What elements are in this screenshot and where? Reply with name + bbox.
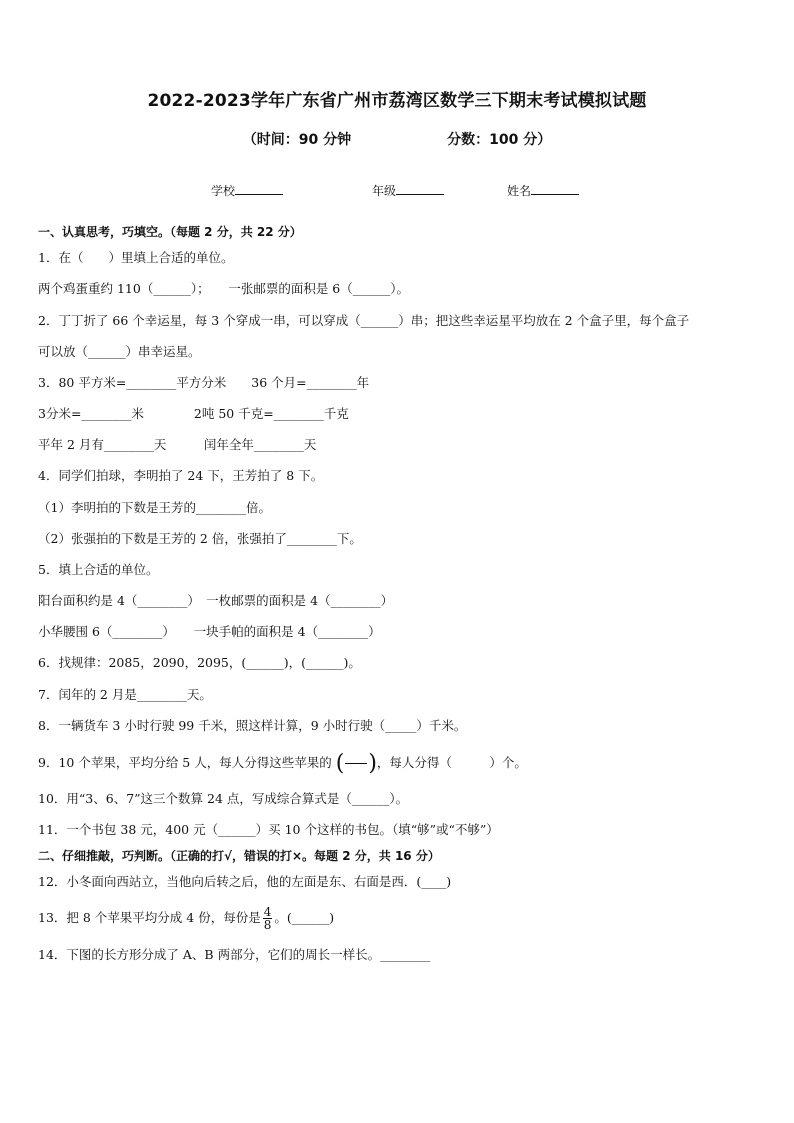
q14-text: 14．下图的长方形分成了 A、B 两部分，它们的周长一样长。________ bbox=[38, 947, 431, 962]
q11-text: 11．一个书包 38 元，400 元（______）买 10 个这样的书包。（填“够”或“不够”） bbox=[38, 822, 499, 837]
q5-row-1: 阳台面积约是 4（________） 一枚邮票的面积是 4（________） bbox=[38, 593, 394, 608]
grade-label: 年级 bbox=[372, 184, 397, 198]
name-label: 姓名 bbox=[507, 184, 532, 198]
q3-row-1: 3．80 平方米=________平方分米 36 个月=________年 bbox=[38, 375, 370, 390]
q10-text: 10．用“3、6、7”这三个数算 24 点，写成综合算式是（______）。 bbox=[38, 791, 409, 806]
q7-text: 7．闰年的 2 月是________天。 bbox=[38, 687, 212, 702]
q3-row-3: 平年 2 月有________天 闰年全年________天 bbox=[38, 437, 317, 452]
q5-row-2: 小华腰围 6（________） 一块手帕的面积是 4（________） bbox=[38, 624, 381, 639]
exam-title: 2022-2023学年广东省广州市荔湾区数学三下期末考试模拟试题 bbox=[147, 91, 647, 111]
school-field bbox=[211, 182, 283, 199]
q5-text: 5．填上合适的单位。 bbox=[38, 562, 159, 577]
q13-after: 。(______) bbox=[274, 910, 335, 925]
q1-text: 1．在（ ）里填上合适的单位。 bbox=[38, 250, 234, 265]
school-blank[interactable] bbox=[235, 183, 283, 195]
name-field bbox=[507, 182, 579, 199]
q13-fraction bbox=[263, 906, 273, 931]
section-2-heading: 二、仔细推敲，巧判断。（正确的打√，错误的打×。每题 2 分，共 16 分） bbox=[38, 849, 440, 863]
q13-before: 13．把 8 个苹果平均分成 4 份，每份是 bbox=[38, 910, 261, 925]
q9-before: 9．10 个苹果，平均分给 5 人，每人分得这些苹果的 bbox=[38, 755, 332, 770]
q6-text: 6．找规律：2085，2090，2095，(______)，(______)。 bbox=[38, 655, 361, 670]
exam-score: 分数：100 分） bbox=[447, 132, 552, 148]
q2-continued: 可以放（______）串幸运星。 bbox=[38, 344, 201, 359]
q13-text bbox=[38, 900, 774, 936]
q3-row-2: 3分米=________米 2吨 50 千克=________千克 bbox=[38, 406, 349, 421]
q9-after: ，每人分得（ ）个。 bbox=[376, 755, 527, 770]
q9-text bbox=[38, 750, 774, 776]
section-1-heading: 一、认真思考，巧填空。（每题 2 分，共 22 分） bbox=[38, 225, 302, 239]
q4-part-1: （1）李明拍的下数是王芳的________倍。 bbox=[38, 500, 271, 515]
school-label: 学校 bbox=[211, 184, 236, 198]
q4-part-2: （2）张强拍的下数是王芳的 2 倍，张强拍了________下。 bbox=[38, 531, 362, 546]
q8-text: 8．一辆货车 3 小时行驶 99 千米，照这样计算，9 小时行驶（_____）千米。 bbox=[38, 718, 467, 733]
grade-field bbox=[372, 182, 444, 199]
q4-text: 4．同学们拍球，李明拍了 24 下，王芳拍了 8 下。 bbox=[38, 468, 324, 483]
q13-denominator: 8 bbox=[263, 918, 272, 932]
name-blank[interactable] bbox=[531, 183, 579, 195]
exam-subtitle bbox=[0, 129, 794, 149]
exam-time: （时间：90 分钟 bbox=[242, 132, 352, 148]
q9-fraction-blank[interactable]: ( ) bbox=[335, 750, 377, 776]
q2-text: 2．丁丁折了 66 个幸运星，每 3 个穿成一串，可以穿成（______）串；把这些幸运星平均放在 2 个盒子里，每个盒子 bbox=[38, 313, 690, 328]
grade-blank[interactable] bbox=[396, 183, 444, 195]
q12-text: 12．小冬面向西站立，当他向后转之后，他的左面是东、右面是西．(____) bbox=[38, 874, 452, 889]
q13-numerator: 4 bbox=[263, 905, 272, 919]
q1-items: 两个鸡蛋重约 110（______）； 一张邮票的面积是 6（______）。 bbox=[38, 281, 410, 296]
